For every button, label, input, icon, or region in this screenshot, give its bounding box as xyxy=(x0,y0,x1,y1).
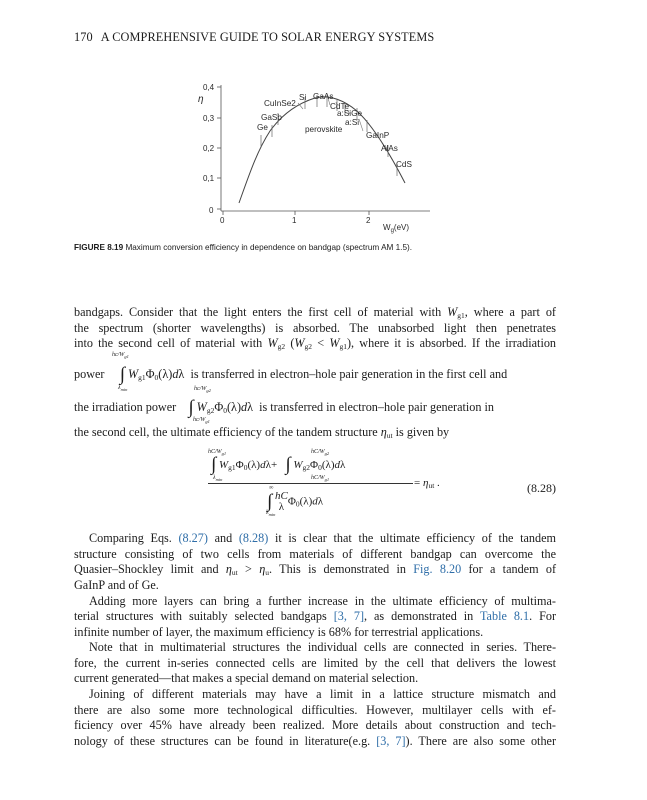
body-line: GaInP and of Ge. xyxy=(74,578,159,592)
y-tick-label: 0,4 xyxy=(203,83,215,92)
material-label: a:SiGe xyxy=(337,109,363,118)
y-tick-label: 0,2 xyxy=(203,144,215,153)
x-tick-label: 0 xyxy=(220,216,225,225)
body-line: current generated—that makes a special demand on material selection. xyxy=(74,671,419,685)
body-line: infinite number of layer, the maximum efficiency is 68% for terrestrial applications. xyxy=(74,625,484,639)
y-tick-label: 0,3 xyxy=(203,114,215,123)
x-tick-label: 2 xyxy=(366,216,371,225)
body-line: there are also some more technological difficulties. However, multilayer cells with ef- xyxy=(74,703,556,717)
material-label: GaInP xyxy=(366,131,390,140)
integral-lower-limit: $hc/W_{g1}$ xyxy=(193,417,210,424)
table-link[interactable]: Table 8.1 xyxy=(479,609,530,623)
caption-label: FIGURE 8.19 xyxy=(74,243,124,252)
efficiency-plot xyxy=(165,75,465,235)
material-label: CdS xyxy=(396,160,412,169)
figure-caption xyxy=(74,243,412,252)
material-label: CuInSe2 xyxy=(264,99,296,108)
caption-text: Maximum conversion efficiency in dependence on bandgap (spectrum AM 1.5). xyxy=(125,243,413,252)
integral-upper-limit: $hc/W_{g1}$ xyxy=(112,352,129,359)
material-label: GaAs xyxy=(313,92,334,101)
y-tick-label: 0,1 xyxy=(203,174,215,183)
y-ticks xyxy=(217,87,221,209)
body-line: bandgaps. Consider that the light enters the first cell of material with $W_{g1}$, where a part of xyxy=(74,305,556,320)
material-label: Ge xyxy=(257,123,268,132)
y-axis-symbol: η xyxy=(198,94,204,105)
running-head xyxy=(74,30,434,45)
body-line: structure consisting of two cells from materials of different bandgap can overcome the xyxy=(74,547,556,561)
x-ticks xyxy=(223,211,369,215)
equation-link[interactable]: (8.27) xyxy=(178,531,208,545)
material-label: Si xyxy=(299,93,307,102)
body-line: the irradiation power ∫ $W_{g2}\Phi_0(\lambda)d\lambda$ is transferred in electron–hole pair generation in xyxy=(74,397,494,418)
citation-link[interactable]: [3, 7] xyxy=(376,734,406,748)
material-label: perovskite xyxy=(305,125,343,134)
equation-8-28: $hC/W_{g1}$ $hC/W_{g2}$ ∫ $W_{g1}\Phi_0(\lambda)d\lambda+$ ∫ $W_{g2}\Phi_0(\lambda)d\lambda$ $\lambda_{min}$ $hC/W_{g1}$ = $\eta_{ut}$ . ∞ ∫ hC λ $\Phi_0(\lambda)d\lambda$ $\lambda_{min}$ xyxy=(208,449,440,517)
body-line: Comparing Eqs. (8.27) and (8.28) it is clear that the ultimate efficiency of the tandem xyxy=(89,531,556,545)
book-title: A COMPREHENSIVE GUIDE TO SOLAR ENERGY SYSTEMS xyxy=(100,30,435,44)
y-tick-label: 0 xyxy=(209,206,214,215)
citation-link[interactable]: [3, 7] xyxy=(333,609,365,623)
body-line: fore, the current in-series connected cells are limited by the cell that delivers the lowest xyxy=(74,656,556,670)
equation-link[interactable]: (8.28) xyxy=(238,531,269,545)
x-tick-label: 1 xyxy=(292,216,297,225)
equation-number: (8.28) xyxy=(527,481,556,495)
body-line: power ∫ $W_{g1}\Phi_0(\lambda)d\lambda$ is transferred in electron–hole pair generation in the first cell and xyxy=(74,364,508,385)
efficiency-bandgap-figure xyxy=(165,75,465,235)
integral-upper-limit: $hc/W_{g2}$ xyxy=(194,386,211,393)
body-line: Note that in multimaterial structures the individual cells are connected in series. There- xyxy=(89,640,556,654)
body-line: Quasier–Shockley limit and $\eta_{ut} > \eta_u$. This is demonstrated in Fig. 8.20 for a tandem of xyxy=(74,562,557,577)
material-label: CdTe xyxy=(330,102,350,111)
integral-lower-limit: $\lambda_{min}$ xyxy=(118,385,128,392)
body-line: Joining of different materials may have a limit in a lattice structure mismatch and xyxy=(89,687,556,701)
page-number: 170 xyxy=(74,30,93,44)
body-line: ficiency over 45% have already been realized. More details about construction and tech- xyxy=(74,718,556,732)
body-line: nology of these structures can be found in literature(e.g. [3, 7]). There are also some other xyxy=(74,734,557,748)
material-label: GaSb xyxy=(261,113,282,122)
material-label: a:Si xyxy=(345,118,360,127)
figure-link[interactable]: Fig. 8.20 xyxy=(413,562,462,576)
body-line: Adding more layers can bring a further increase in the ultimate efficiency of multima- xyxy=(89,594,556,608)
body-line: terial structures with suitably selected bandgaps [3, 7], as demonstrated in Table 8.1. For xyxy=(74,609,556,623)
body-line: into the second cell of material with $W_{g2}$ $(W_{g2} < W_{g1})$, where it is absorbed. If the irradiation xyxy=(74,336,557,351)
x-axis-label: $W_g(eV)$ xyxy=(383,223,410,234)
material-label: AlAs xyxy=(381,144,398,153)
body-line: the spectrum (shorter wavelengths) is absorbed. The unabsorbed light then penetrates xyxy=(74,321,556,335)
body-line: the second cell, the ultimate efficiency of the tandem structure $\eta_{ut}$ is given by xyxy=(74,425,450,440)
